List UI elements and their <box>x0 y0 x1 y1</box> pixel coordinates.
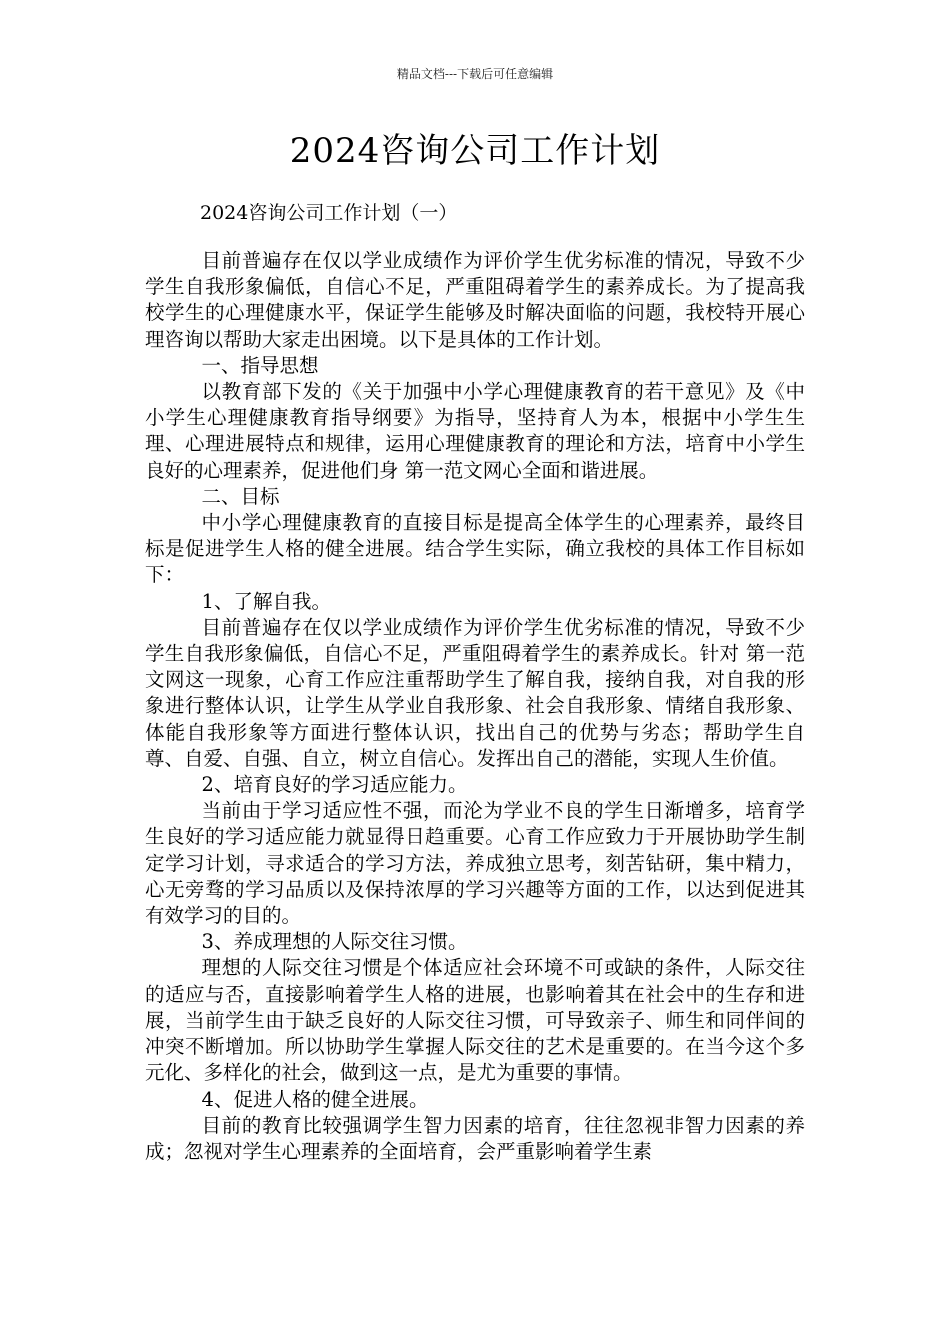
heading-know-yourself: 1、了解自我。 <box>201 589 331 613</box>
heading-learning-adaptability: 2、培育良好的学习适应能力。 <box>201 773 468 797</box>
document-subtitle: 2024咨询公司工作计划（一） <box>200 202 458 224</box>
paragraph-know-yourself: 目前普遍存在仅以学业成绩作为评价学生优劣标准的情况，导致不少学生自我形象偏低，自信心不足，严重阻碍着学生的素养成长。针对 第一范文网这一现象，心育工作应注重帮助学生了解自我，接纳自我，对自我的形象进行整体认识，让学生从学业自我形象、社会自我形象、情绪自我形象、体能自我形象等方面进行整体认识，找出自己的优势与劣态；帮助学生自尊、自爱、自强、自立，树立自信心。发挥出自己的潜能，实现人生价值。 <box>145 615 805 770</box>
document-body <box>145 248 805 1165</box>
heading-goals: 二、目标 <box>201 484 280 508</box>
heading-guiding-ideology: 一、指导思想 <box>201 353 319 377</box>
paragraph-personality-development: 目前的教育比较强调学生智力因素的培育，往往忽视非智力因素的养成；忽视对学生心理素养的全面培育，会严重影响着学生素 <box>145 1113 805 1163</box>
paragraph-guiding-ideology: 以教育部下发的《关于加强中小学心理健康教育的若干意见》及《中小学生心理健康教育指导纲要》为指导，坚持育人为本，根据中小学生生理、心理进展特点和规律，运用心理健康教育的理论和方法，培育中小学生良好的心理素养，促进他们身 第一范文网心全面和谐进展。 <box>145 380 805 482</box>
document-title: 2024咨询公司工作计划 <box>289 131 661 171</box>
paragraph-intro: 目前普遍存在仅以学业成绩作为评价学生优劣标准的情况，导致不少学生自我形象偏低，自信心不足，严重阻碍着学生的素养成长。为了提高我校学生的心理健康水平，保证学生能够及时解决面临的问题，我校特开展心理咨询以帮助大家走出困境。以下是具体的工作计划。 <box>145 249 805 351</box>
paragraph-goals: 中小学心理健康教育的直接目标是提高全体学生的心理素养，最终目标是促进学生人格的健全进展。结合学生实际，确立我校的具体工作目标如下： <box>145 511 805 587</box>
heading-interpersonal-habits: 3、养成理想的人际交往习惯。 <box>201 930 468 954</box>
paragraph-interpersonal-habits: 理想的人际交往习惯是个体适应社会环境不可或缺的条件，人际交往的适应与否，直接影响着学生人格的进展，也影响着其在社会中的生存和进展，当前学生由于缺乏良好的人际交往习惯，可导致亲子、师生和同伴间的冲突不断增加。所以协助学生掌握人际交往的艺术是重要的。在当今这个多元化、多样化的社会，做到这一点，是尤为重要的事情。 <box>145 956 805 1085</box>
paragraph-learning-adaptability: 当前由于学习适应性不强，而沦为学业不良的学生日渐增多，培育学生良好的学习适应能力就显得日趋重要。心育工作应致力于开展协助学生制定学习计划，寻求适合的学习方法，养成独立思考，刻苦钻研，集中精力，心无旁骛的学习品质以及保持浓厚的学习兴趣等方面的工作，以达到促进其有效学习的目的。 <box>145 799 805 928</box>
heading-personality-development: 4、促进人格的健全进展。 <box>201 1087 429 1111</box>
page-header: 精品文档---下载后可任意编辑 <box>396 67 554 81</box>
